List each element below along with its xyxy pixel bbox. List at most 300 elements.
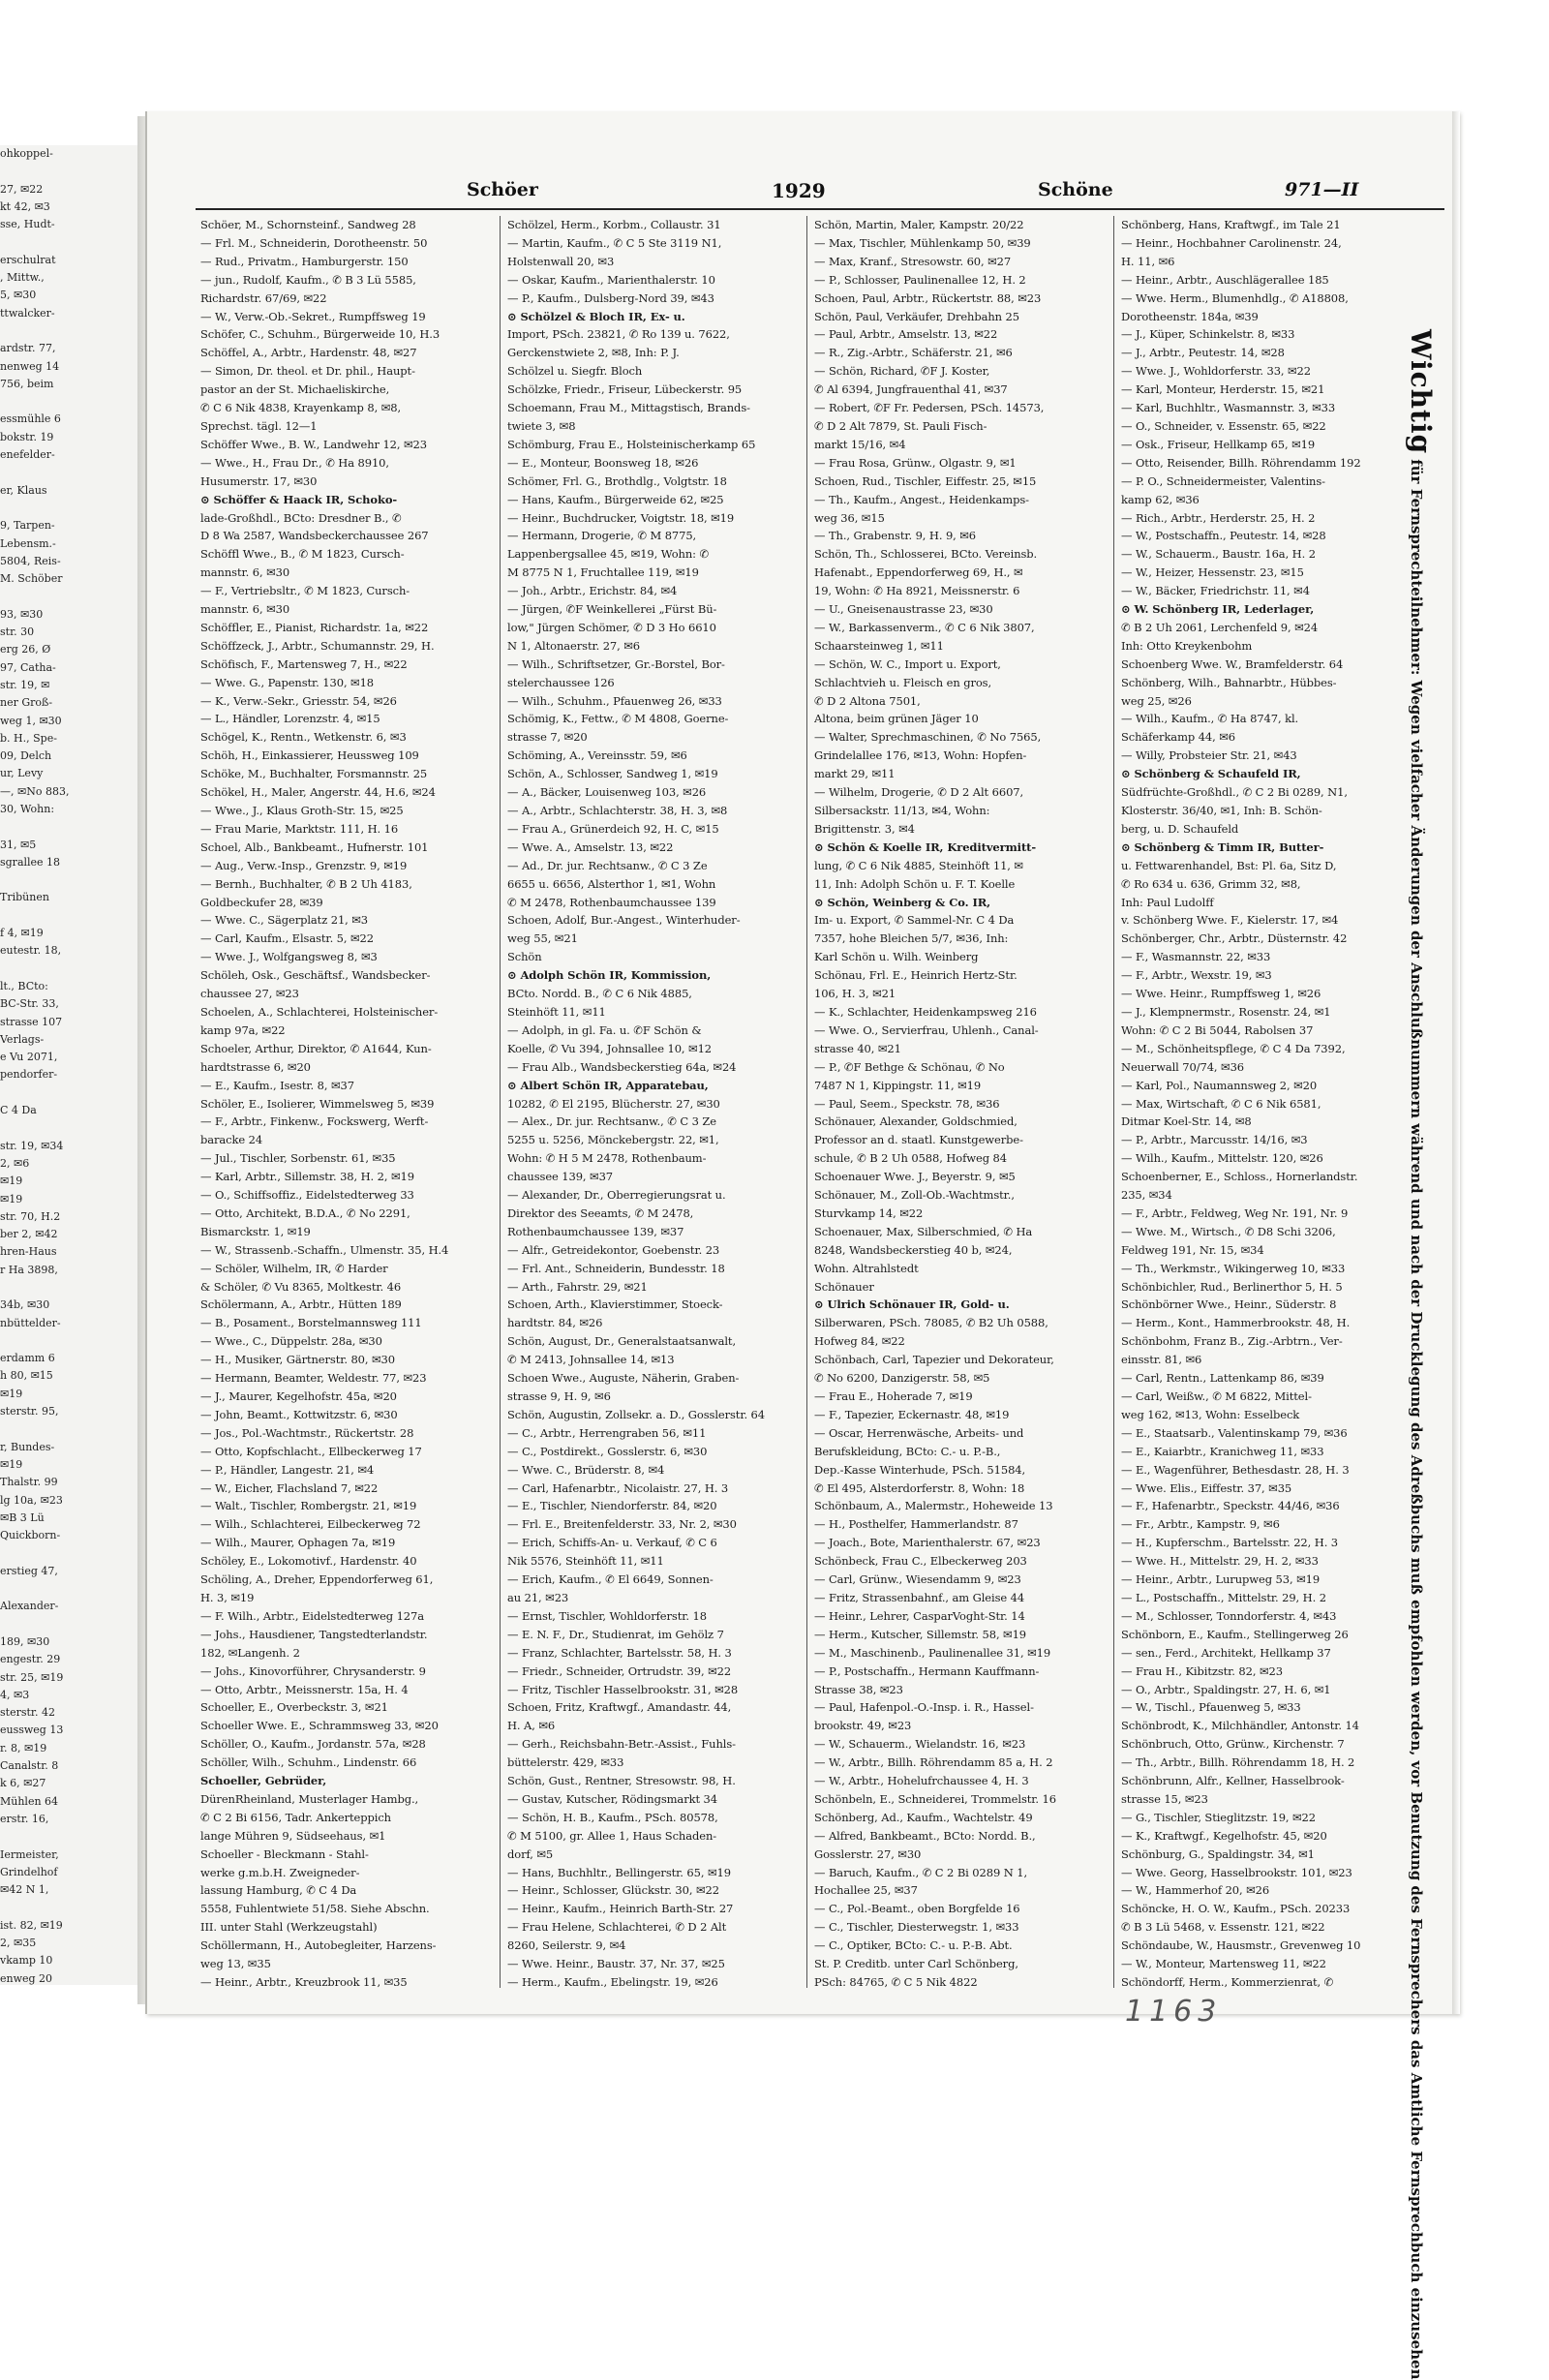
directory-entry: — P. O., Schneidermeister, Valentins- (1121, 473, 1325, 488)
directory-entry: — W., Schauerm., Baustr. 16a, H. 2 (1121, 547, 1316, 562)
directory-entry: 10282, ✆ El 2195, Blücherstr. 27, ✉30 (507, 1096, 720, 1111)
directory-entry: — Hermann, Drogerie, ✆ M 8775, (507, 529, 697, 543)
directory-entry: Feldweg 191, Nr. 15, ✉34 (1121, 1242, 1264, 1257)
directory-entry: — Th., Grabenstr. 9, H. 9, ✉6 (814, 529, 977, 543)
directory-entry: — Carl, Hafenarbtr., Nicolaistr. 27, H. 3 (507, 1480, 729, 1495)
directory-entry: Schöh, H., Einkassierer, Heussweg 109 (200, 748, 419, 763)
directory-entry: Schönbrunn, Alfr., Kellner, Hasselbrook- (1121, 1774, 1345, 1788)
directory-entry: Schönauer, Alexander, Goldschmied, (814, 1114, 1017, 1129)
directory-entry: — Herm., Kont., Hammerbrookstr. 48, H. (1121, 1316, 1351, 1330)
directory-entry: Schöke, M., Buchhalter, Forsmannstr. 25 (200, 767, 428, 781)
directory-entry: N 1, Altonaerstr. 27, ✉6 (507, 638, 641, 653)
directory-entry: Schöer, M., Schornsteinf., Sandweg 28 (200, 218, 416, 231)
adjacent-page-text (0, 163, 137, 180)
adjacent-page-text: ist. 82, ✉19 (0, 1918, 63, 1932)
directory-entry: Koelle, ✆ Vu 394, Johnsallee 10, ✉12 (507, 1041, 713, 1055)
directory-entry: Schömer, Frl. G., Brothdlg., Volgtstr. 18 (507, 473, 727, 488)
directory-entry: — Fritz, Tischler Hasselbrookstr. 31, ✉28 (507, 1682, 739, 1696)
directory-entry: — P., Händler, Langestr. 21, ✉4 (200, 1462, 375, 1477)
directory-entry: — Otto, Architekt, B.D.A., ✆ No 2291, (200, 1205, 410, 1220)
directory-entry: ✆ C 6 Nik 4838, Krayenkamp 8, ✉8, (200, 401, 401, 415)
directory-entry: Neuerwall 70/74, ✉36 (1121, 1059, 1245, 1074)
directory-entry: — W., Schauerm., Wielandstr. 16, ✉23 (814, 1737, 1026, 1752)
adjacent-page-text: sse, Hudt- (0, 218, 55, 231)
directory-entry: Klosterstr. 36/40, ✉1, Inh: B. Schön- (1121, 804, 1322, 817)
directory-entry: Schönberg, Wilh., Bahnarbtr., Hübbes- (1121, 675, 1337, 689)
directory-entry: baracke 24 (200, 1133, 263, 1147)
directory-entry: stelerchaussee 126 (507, 675, 615, 689)
directory-entry: — Wwe. J., Wohldorferstr. 33, ✉22 (1121, 364, 1311, 379)
directory-entry: — Wwe. O., Servierfrau, Uhlenh., Canal- (814, 1022, 1039, 1037)
adjacent-page-text: erstieg 47, (0, 1564, 58, 1577)
adjacent-page-text: ur, Levy (0, 767, 44, 780)
directory-entry: — C., Tischler, Diesterwegstr. 1, ✉33 (814, 1920, 1019, 1935)
directory-entry: — J., Klempnermstr., Rosenstr. 24, ✉1 (1121, 1004, 1331, 1019)
adjacent-page-text: ✉19 (0, 1457, 23, 1471)
adjacent-page-text: ✉19 (0, 1175, 23, 1188)
directory-entry: — Frau Alb., Wandsbeckerstieg 64a, ✉24 (507, 1059, 737, 1074)
directory-entry: St. P. Creditb. unter Carl Schönberg, (814, 1957, 1018, 1971)
directory-entry: — P., Kaufm., Dulsberg-Nord 39, ✉43 (507, 290, 714, 305)
directory-entry: — W., Tischl., Pfauenweg 5, ✉33 (1121, 1700, 1301, 1715)
directory-entry: büttelerstr. 429, ✉33 (507, 1755, 624, 1770)
directory-entry: Hofweg 84, ✉22 (814, 1334, 905, 1349)
directory-entry: — Jürgen, ✆F Weinkellerei „Fürst Bü- (507, 602, 717, 617)
directory-entry: — E. N. F., Dr., Studienrat, im Gehölz 7 (507, 1627, 724, 1641)
directory-entry: weg 55, ✉21 (507, 931, 578, 946)
directory-entry: Schoen, Paul, Arbtr., Rückertstr. 88, ✉23 (814, 290, 1042, 305)
directory-entry: — Erich, Kaufm., ✆ El 6649, Sonnen- (507, 1572, 714, 1587)
adjacent-page-text: sgrallee 18 (0, 855, 61, 869)
adjacent-page-text (0, 233, 137, 251)
directory-entry: Hafenabt., Eppendorferweg 69, H., ✉ (814, 565, 1023, 580)
adjacent-page-text: ardstr. 77, (0, 342, 56, 355)
directory-entry: — Wilh., Maurer, Ophagen 7a, ✉19 (200, 1536, 396, 1550)
directory-entry: — W., Hammerhof 20, ✉26 (1121, 1883, 1270, 1898)
directory-entry: 8248, Wandsbeckerstieg 40 b, ✉24, (814, 1242, 1013, 1257)
directory-entry: ✆ M 2413, Johnsallee 14, ✉13 (507, 1353, 675, 1367)
adjacent-page-text: eutestr. 18, (0, 944, 62, 958)
page-edge (1452, 111, 1460, 2014)
directory-entry: Schoeller Wwe. E., Schrammsweg 33, ✉20 (200, 1719, 439, 1733)
directory-entry: — Adolph, in gl. Fa. u. ✆F Schön & (507, 1022, 702, 1037)
directory-entry: — Frl. M., Schneiderin, Dorotheenstr. 50 (200, 235, 428, 250)
directory-entry: Schäferkamp 44, ✉6 (1121, 730, 1235, 745)
directory-entry: Im- u. Export, ✆ Sammel-Nr. C 4 Da (814, 913, 1015, 928)
directory-entry: Ditmar Koel-Str. 14, ✉8 (1121, 1114, 1252, 1129)
directory-entry: — Friedr., Schneider, Ortrudstr. 39, ✉22 (507, 1663, 732, 1678)
directory-entry: ⊙ Ulrich Schönauer IR, Gold- u. (814, 1297, 1010, 1312)
directory-entry: — Wwe. J., Wolfgangsweg 8, ✉3 (200, 950, 378, 964)
directory-entry: M 8775 N 1, Fruchtallee 119, ✉19 (507, 565, 699, 580)
directory-entry: — Carl, Grünw., Wiesendamm 9, ✉23 (814, 1572, 1021, 1587)
directory-entry: ⊙ Schönberg & Schaufeld IR, (1121, 767, 1301, 781)
directory-entry: strasse 15, ✉23 (1121, 1791, 1208, 1806)
directory-entry: — Schöler, Wilhelm, IR, ✆ Harder (200, 1261, 388, 1275)
directory-entry: Sprechst. tägl. 12—1 (200, 418, 318, 433)
adjacent-page-text: str. 19, ✉34 (0, 1139, 64, 1152)
directory-entry: Schoen, Adolf, Bur.-Angest., Winterhuder- (507, 913, 741, 928)
directory-entry: Gerckenstwiete 2, ✉8, Inh: P. J. (507, 346, 680, 360)
directory-entry: Schönbaum, A., Malermstr., Hoheweide 13 (814, 1499, 1053, 1513)
directory-entry: — H., Posthelfer, Hammerlandstr. 87 (814, 1517, 1018, 1532)
adjacent-page-text: r Ha 3898, (0, 1263, 58, 1276)
directory-entry: Schöndaube, W., Hausmstr., Grevenweg 10 (1121, 1938, 1361, 1953)
directory-entry: — Frau H., Kibitzstr. 82, ✉23 (1121, 1663, 1283, 1678)
directory-entry: — L., Händler, Lorenzstr. 4, ✉15 (200, 712, 380, 726)
directory-entry: — Baruch, Kaufm., ✆ C 2 Bi 0289 N 1, (814, 1865, 1028, 1879)
directory-entry: — F., Arbtr., Feldweg, Weg Nr. 191, Nr. 9 (1121, 1205, 1349, 1220)
adjacent-page-text: 93, ✉30 (0, 607, 44, 621)
directory-entry: — P., Postschaffn., Hermann Kauffmann- (814, 1663, 1040, 1678)
directory-entry: pastor an der St. Michaeliskirche, (200, 382, 390, 397)
side-notice-text: für Fernsprechteilnehmer: Wegen vielfacher Änderungen der Anschlußnummern während und nach der Drucklegung des Adreßbuchs muß empfohlen werden, vor Benutzung des Fernsprechers das Amtliche Fernsprechbuch einzusehen (1408, 459, 1425, 2380)
directory-entry: Schoelen, A., Schlachterei, Holsteinischer- (200, 1004, 439, 1019)
adjacent-page-text: Grindelhof (0, 1865, 58, 1878)
adjacent-page-text (0, 907, 137, 925)
directory-entry: — P., ✆F Bethge & Schönau, ✆ No (814, 1059, 1005, 1074)
directory-entry: — Aug., Verw.-Insp., Grenzstr. 9, ✉19 (200, 858, 408, 872)
directory-entry: Dep.-Kasse Winterhude, PSch. 51584, (814, 1462, 1026, 1477)
directory-entry: hardtstrasse 6, ✉20 (200, 1059, 311, 1074)
directory-entry: D 8 Wa 2587, Wandsbeckerchaussee 267 (200, 529, 429, 543)
adjacent-page-text: Iermeister, (0, 1847, 59, 1861)
adjacent-page-text: ttwalcker- (0, 306, 55, 320)
directory-entry: 7357, hohe Bleichen 5/7, ✉36, Inh: (814, 931, 1009, 946)
directory-entry: Schoeler, Arthur, Direktor, ✆ A1644, Kun- (200, 1041, 432, 1055)
directory-entry: — Frau Rosa, Grünw., Olgastr. 9, ✉1 (814, 455, 1017, 470)
directory-entry: 19, Wohn: ✆ Ha 8921, Meissnerstr. 6 (814, 584, 1020, 598)
directory-entry: Steinhöft 11, ✉11 (507, 1004, 606, 1019)
directory-entry: Schönbörner Wwe., Heinr., Süderstr. 8 (1121, 1297, 1337, 1312)
adjacent-page-text: sterstr. 42 (0, 1706, 55, 1720)
directory-entry: — Heinr., Schlosser, Glückstr. 30, ✉22 (507, 1883, 719, 1898)
adjacent-page-text: eussweg 13 (0, 1724, 64, 1737)
adjacent-page-text: 31, ✉5 (0, 838, 37, 851)
adjacent-page-text: f 4, ✉19 (0, 927, 44, 940)
directory-entry: — W., Postschaffn., Peutestr. 14, ✉28 (1121, 529, 1326, 543)
directory-entry: Schönbeln, E., Schneiderei, Trommelstr. 16 (814, 1791, 1056, 1806)
directory-entry: Südfrüchte-Großhdl., ✆ C 2 Bi 0289, N1, (1121, 785, 1348, 800)
directory-entry: Schönbrodt, K., Milchhändler, Antonstr. 14 (1121, 1719, 1359, 1733)
directory-entry: — W., Arbtr., Hohelufrchaussee 4, H. 3 (814, 1774, 1029, 1788)
adjacent-page-text: bokstr. 19 (0, 430, 54, 443)
directory-entry: Schönberger, Chr., Arbtr., Düsternstr. 42 (1121, 931, 1348, 946)
column-divider (806, 216, 807, 1988)
directory-entry: — Karl, Monteur, Herderstr. 15, ✉21 (1121, 382, 1325, 397)
column-1 (200, 216, 491, 1988)
directory-entry: — E., Staatsarb., Valentinskamp 79, ✉36 (1121, 1425, 1348, 1440)
directory-entry: H. 11, ✉6 (1121, 254, 1175, 268)
directory-entry: — Gerh., Reichsbahn-Betr.-Assist., Fuhls- (507, 1737, 736, 1752)
adjacent-page-text: b. H., Spe- (0, 731, 57, 745)
column-3 (814, 216, 1105, 1988)
directory-entry: — Alfred, Bankbeamt., BCto: Nordd. B., (814, 1828, 1036, 1843)
adjacent-page-text: C 4 Da (0, 1104, 37, 1117)
directory-entry: Strasse 38, ✉23 (814, 1682, 903, 1696)
directory-entry: BCto. Nordd. B., ✆ C 6 Nik 4885, (507, 987, 692, 1001)
directory-entry: — Ad., Dr. jur. Rechtsanw., ✆ C 3 Ze (507, 858, 708, 872)
directory-entry: lade-Großhdl., BCto: Dresdner B., ✆ (200, 510, 402, 525)
directory-entry: markt 15/16, ✉4 (814, 437, 906, 451)
directory-entry: Direktor des Seeamts, ✆ M 2478, (507, 1205, 694, 1220)
directory-entry: — A., Arbtr., Schlachterstr. 38, H. 3, ✉8 (507, 804, 728, 817)
directory-entry: — O., Arbtr., Spaldingstr. 27, H. 6, ✉1 (1121, 1682, 1331, 1696)
directory-entry: — Th., Werkmstr., Wikingerweg 10, ✉33 (1121, 1261, 1346, 1275)
directory-entry: strasse 7, ✉20 (507, 730, 588, 745)
directory-entry: Schögel, K., Rentn., Wetkenstr. 6, ✉3 (200, 730, 407, 745)
directory-entry: — sen., Ferd., Architekt, Hellkamp 37 (1121, 1645, 1331, 1660)
adjacent-page-text: —, ✉No 883, (0, 784, 70, 798)
directory-entry: Schöling, A., Dreher, Eppendorferweg 61, (200, 1572, 434, 1587)
directory-entry: Schoen, Rud., Tischler, Eiffestr. 25, ✉15 (814, 473, 1037, 488)
directory-entry: au 21, ✉23 (507, 1590, 569, 1604)
directory-entry: — Karl, Arbtr., Sillemstr. 38, H. 2, ✉19 (200, 1170, 414, 1184)
directory-entry: Silbersackstr. 11/13, ✉4, Wohn: (814, 804, 990, 817)
directory-entry: — F., Tapezier, Eckernastr. 48, ✉19 (814, 1407, 1010, 1421)
directory-entry: Schoeller - Bleckmann - Stahl- (200, 1846, 369, 1861)
adjacent-page-text (0, 961, 137, 978)
adjacent-page-text: 5, ✉30 (0, 289, 37, 302)
directory-entry: ⊙ Schön & Koelle IR, Kreditvermitt- (814, 839, 1037, 854)
directory-entry: — Wwe. M., Wirtsch., ✆ D8 Schi 3206, (1121, 1224, 1336, 1238)
directory-entry: — Herm., Kutscher, Sillemstr. 58, ✉19 (814, 1627, 1027, 1641)
adjacent-page-text: ber 2, ✉42 (0, 1228, 58, 1241)
adjacent-page-text: str. 19, ✉ (0, 678, 50, 691)
adjacent-page-text: Quickborn- (0, 1529, 61, 1542)
directory-entry: — W., Bäcker, Friedrichstr. 11, ✉4 (1121, 584, 1310, 598)
directory-entry: — W., Strassenb.-Schaffn., Ulmenstr. 35, H.4 (200, 1242, 449, 1257)
directory-entry: mannstr. 6, ✉30 (200, 565, 290, 580)
directory-entry: v. Schönberg Wwe. F., Kielerstr. 17, ✉4 (1121, 913, 1339, 928)
directory-entry: — Karl, Buchhltr., Wasmannstr. 3, ✉33 (1121, 401, 1336, 415)
directory-entry: Professor an d. staatl. Kunstgewerbe- (814, 1133, 1023, 1147)
adjacent-page-text: 97, Catha- (0, 660, 56, 674)
directory-entry: — Paul, Hafenpol.-O.-Insp. i. R., Hassel- (814, 1700, 1034, 1715)
adjacent-page-text: ✉19 (0, 1387, 23, 1400)
directory-entry: Schöffler, E., Pianist, Richardstr. 1a, ✉22 (200, 620, 429, 634)
directory-entry: 182, ✉Langenh. 2 (200, 1645, 300, 1660)
directory-entry: Schömig, K., Fettw., ✆ M 4808, Goerne- (507, 712, 729, 726)
directory-entry: twiete 3, ✉8 (507, 418, 576, 433)
directory-entry: — W., Barkassenverm., ✆ C 6 Nik 3807, (814, 620, 1035, 634)
directory-entry: Schömburg, Frau E., Holsteinischerkamp 65 (507, 437, 756, 451)
directory-entry: Schöller, Wilh., Schuhm., Lindenstr. 66 (200, 1755, 417, 1770)
directory-entry: — Wilh., Schriftsetzer, Gr.-Borstel, Bor- (507, 656, 725, 671)
directory-entry: — Max, Wirtschaft, ✆ C 6 Nik 6581, (1121, 1096, 1321, 1111)
directory-entry: — Bernh., Buchhalter, ✆ B 2 Uh 4183, (200, 876, 412, 891)
directory-entry: markt 29, ✉11 (814, 767, 896, 781)
directory-entry: — Arth., Fahrstr. 29, ✉21 (507, 1279, 648, 1294)
column-2 (507, 216, 798, 1988)
adjacent-page-text: pendorfer- (0, 1068, 58, 1082)
directory-entry: — Martin, Kaufm., ✆ C 5 Ste 3119 N1, (507, 235, 722, 250)
directory-entry: ⊙ Schöffer & Haack IR, Schoko- (200, 492, 398, 506)
directory-entry: Sturvkamp 14, ✉22 (814, 1205, 924, 1220)
directory-entry: ✆ D 2 Alt 7879, St. Pauli Fisch- (814, 418, 987, 433)
directory-entry: — Osk., Friseur, Hellkamp 65, ✉19 (1121, 437, 1316, 451)
directory-entry: — Th., Kaufm., Angest., Heidenkamps- (814, 492, 1029, 506)
adjacent-page-text: r, Bundes- (0, 1440, 55, 1453)
adjacent-page-text: Canalstr. 8 (0, 1759, 59, 1773)
adjacent-page-text: hren-Haus (0, 1245, 57, 1259)
directory-entry: — Joh., Arbtr., Erichstr. 84, ✉4 (507, 584, 678, 598)
directory-entry: Schön, Paul, Verkäufer, Drehbahn 25 (814, 309, 1019, 323)
directory-entry: Schölzke, Friedr., Friseur, Lübeckerstr. 95 (507, 382, 743, 397)
directory-entry: low," Jürgen Schömer, ✆ D 3 Ho 6610 (507, 620, 716, 634)
directory-entry: ⊙ Schölzel & Bloch IR, Ex- u. (507, 309, 685, 323)
directory-entry: — Wwe., C., Düppelstr. 28a, ✉30 (200, 1334, 382, 1349)
directory-entry: — Heinr., Hochbahner Carolinenstr. 24, (1121, 235, 1342, 250)
directory-entry: kamp 62, ✉36 (1121, 492, 1200, 506)
directory-entry: — Simon, Dr. theol. et Dr. phil., Haupt- (200, 364, 415, 379)
directory-entry: Schoen, Fritz, Kraftwgf., Amandastr. 44, (507, 1700, 732, 1715)
directory-entry: Schön, A., Schlosser, Sandweg 1, ✉19 (507, 767, 718, 781)
directory-entry: Wohn: ✆ C 2 Bi 5044, Rabolsen 37 (1121, 1022, 1314, 1037)
directory-entry: — P., Schlosser, Paulinenallee 12, H. 2 (814, 272, 1026, 287)
directory-entry: & Schöler, ✆ Vu 8365, Moltkestr. 46 (200, 1279, 402, 1294)
directory-entry: — Wwe., J., Klaus Groth-Str. 15, ✉25 (200, 804, 404, 817)
directory-entry: 106, H. 3, ✉21 (814, 987, 896, 1001)
directory-entry: dorf, ✉5 (507, 1846, 554, 1861)
directory-entry: Schoen, Arth., Klavierstimmer, Stoeck- (507, 1297, 723, 1312)
adjacent-page-text: 756, beim (0, 377, 54, 390)
directory-entry: Schlachtvieh u. Fleisch en gros, (814, 675, 992, 689)
directory-entry: — M., Maschinenb., Paulinenallee 31, ✉19 (814, 1645, 1051, 1660)
directory-entry: Schönbohm, Franz B., Zig.-Arbtrn., Ver- (1121, 1334, 1343, 1349)
directory-entry: Schöffl Wwe., B., ✆ M 1823, Cursch- (200, 547, 405, 562)
directory-entry: — F., Wasmannstr. 22, ✉33 (1121, 950, 1271, 964)
directory-entry: Schöndorff, Herm., Kommerzienrat, ✆ (1121, 1975, 1334, 1988)
directory-entry: Schöffer Wwe., B. W., Landwehr 12, ✉23 (200, 437, 427, 451)
directory-entry: Holstenwall 20, ✉3 (507, 254, 615, 268)
directory-entry: ✆ Al 6394, Jungfrauenthal 41, ✉37 (814, 382, 1008, 397)
directory-entry: — Frau E., Hoherade 7, ✉19 (814, 1389, 973, 1403)
directory-entry: Schölzel, Herm., Korbm., Collaustr. 31 (507, 218, 721, 231)
directory-entry: Schökel, H., Maler, Angerstr. 44, H.6, ✉24 (200, 785, 436, 800)
directory-entry: — Schön, H. B., Kaufm., PSch. 80578, (507, 1810, 718, 1824)
adjacent-page-text: 30, Wohn: (0, 802, 55, 815)
header-rule (196, 208, 1444, 210)
adjacent-page-text: erschulrat (0, 253, 56, 266)
directory-entry: Bismarckstr. 1, ✉19 (200, 1224, 311, 1238)
adjacent-page-text: M. Schöber (0, 572, 63, 586)
adjacent-page-text: erdamm 6 (0, 1352, 55, 1365)
adjacent-page-text: enweg 20 (0, 1971, 53, 1985)
adjacent-page-text: weg 1, ✉30 (0, 714, 62, 727)
adjacent-page-text (0, 1616, 137, 1633)
directory-entry: — O., Schneider, v. Essenstr. 65, ✉22 (1121, 418, 1326, 433)
directory-entry: — Fr., Arbtr., Kampstr. 9, ✉6 (1121, 1517, 1280, 1532)
directory-entry: 235, ✉34 (1121, 1188, 1172, 1203)
directory-entry: schule, ✆ B 2 Uh 0588, Hofweg 84 (814, 1151, 1007, 1166)
adjacent-page-text: sterstr. 95, (0, 1405, 59, 1419)
directory-entry: — Johs., Kinovorführer, Chrysanderstr. 9 (200, 1663, 426, 1678)
adjacent-page-text: ner Groß- (0, 696, 53, 710)
directory-entry: — Frl. E., Breitenfelderstr. 33, Nr. 2, ✉30 (507, 1517, 737, 1532)
directory-entry: — O., Schiffsoffiz., Eidelstedterweg 33 (200, 1188, 414, 1203)
adjacent-page-text: 5804, Reis- (0, 554, 61, 567)
adjacent-page-text: 9, Tarpen- (0, 519, 55, 533)
directory-entry: — Frau Marie, Marktstr. 111, H. 16 (200, 821, 399, 836)
directory-entry: 8260, Seilerstr. 9, ✉4 (507, 1938, 626, 1953)
directory-entry: Schönauer, M., Zoll-Ob.-Wachtmstr., (814, 1188, 1015, 1203)
directory-entry: 5255 u. 5256, Mönckebergstr. 22, ✉1, (507, 1133, 719, 1147)
directory-entry: — Karl, Pol., Naumannsweg 2, ✉20 (1121, 1078, 1318, 1092)
directory-entry: — Th., Arbtr., Billh. Röhrendamm 18, H. 2 (1121, 1755, 1355, 1770)
directory-entry: — Joach., Bote, Marienthalerstr. 67, ✉23 (814, 1536, 1041, 1550)
directory-entry: Schoenauer, Max, Silberschmied, ✆ Ha (814, 1224, 1033, 1238)
directory-entry: Schoeller, E., Overbeckstr. 3, ✉21 (200, 1700, 388, 1715)
directory-entry: ✆ No 6200, Danzigerstr. 58, ✉5 (814, 1371, 990, 1386)
adjacent-page-text: k 6, ✉27 (0, 1777, 46, 1790)
directory-entry: ✆ El 495, Alsterdorferstr. 8, Wohn: 18 (814, 1480, 1025, 1495)
adjacent-page-text: r. 8, ✉19 (0, 1741, 47, 1754)
directory-entry: 7487 N 1, Kippingstr. 11, ✉19 (814, 1078, 982, 1092)
directory-entry: Schönauer (814, 1279, 874, 1294)
directory-entry: Schöfer, C., Schuhm., Bürgerweide 10, H.3 (200, 327, 440, 342)
directory-entry: Schöming, A., Vereinsstr. 59, ✉6 (507, 748, 687, 763)
directory-entry: Schoen Wwe., Auguste, Näherin, Graben- (507, 1371, 740, 1386)
directory-entry: — Paul, Arbtr., Amselstr. 13, ✉22 (814, 327, 998, 342)
adjacent-page-text (0, 393, 137, 411)
side-notice-title: Wichtig (1405, 329, 1437, 455)
directory-entry: Schön (507, 950, 542, 964)
directory-entry: ⊙ Adolph Schön IR, Kommission, (507, 968, 712, 983)
side-notice (1379, 329, 1437, 2380)
directory-page (145, 111, 1459, 2380)
directory-entry: Schöfisch, F., Martensweg 7, H., ✉22 (200, 656, 408, 671)
directory-entry: ✆ B 2 Uh 2061, Lerchenfeld 9, ✉24 (1121, 620, 1319, 634)
directory-entry: — Oskar, Kaufm., Marienthalerstr. 10 (507, 272, 715, 287)
header-page-number: 971—II (1285, 179, 1359, 200)
directory-entry: Schoenberner, E., Schloss., Hornerlandstr. (1121, 1170, 1358, 1184)
directory-entry: Schöley, E., Lokomotivf., Hardenstr. 40 (200, 1554, 417, 1569)
directory-entry: — W., Heizer, Hessenstr. 23, ✉15 (1121, 565, 1304, 580)
adjacent-page-text: 09, Delch (0, 749, 52, 763)
directory-entry: — Fritz, Strassenbahnf., am Gleise 44 (814, 1590, 1025, 1604)
column-divider (500, 216, 501, 1988)
adjacent-page-text: Alexander- (0, 1600, 59, 1613)
directory-entry: — Schön, W. C., Import u. Export, (814, 656, 1001, 671)
directory-entry: — F., Arbtr., Finkenw., Fockswerg, Werft- (200, 1114, 429, 1129)
adjacent-page-text: 4, ✉3 (0, 1688, 30, 1701)
directory-entry: Hochallee 25, ✉37 (814, 1883, 918, 1898)
adjacent-page-text (0, 1544, 137, 1562)
directory-entry: — Hans, Kaufm., Bürgerweide 62, ✉25 (507, 492, 724, 506)
directory-entry: — Wilhelm, Drogerie, ✆ D 2 Alt 6607, (814, 785, 1024, 800)
adjacent-page-text (0, 1332, 137, 1350)
adjacent-page-text: ✉42 N 1, (0, 1883, 49, 1897)
directory-entry: Schön, Th., Schlosserei, BCto. Vereinsb. (814, 547, 1038, 562)
directory-entry: Berufskleidung, BCto: C.- u. P.-B., (814, 1444, 1001, 1458)
directory-entry: H. 3, ✉19 (200, 1590, 255, 1604)
directory-entry: — C., Optiker, BCto: C.- u. P.-B. Abt. (814, 1938, 1013, 1953)
directory-entry: — R., Zig.-Arbtr., Schäferstr. 21, ✉6 (814, 346, 1013, 360)
directory-entry: — J., Maurer, Kegelhofstr. 45a, ✉20 (200, 1389, 397, 1403)
directory-entry: Import, PSch. 23821, ✆ Ro 139 u. 7622, (507, 327, 730, 342)
handwritten-page-mark: 1163 (1125, 1995, 1223, 2029)
directory-entry: — Heinr., Buchdrucker, Voigtstr. 18, ✉19 (507, 510, 735, 525)
directory-entry: — Wilh., Schlachterei, Eilbeckerweg 72 (200, 1517, 421, 1532)
directory-entry: Schönbichler, Rud., Berlinerthor 5, H. 5 (1121, 1279, 1343, 1294)
directory-entry: — J., Arbtr., Peutestr. 14, ✉28 (1121, 346, 1285, 360)
directory-entry: 5558, Fuhlentwiete 51/58. Siehe Abschn. (200, 1902, 430, 1916)
directory-entry: — Wwe., H., Frau Dr., ✆ Ha 8910, (200, 455, 389, 470)
column-divider (1113, 216, 1114, 1988)
directory-entry: Schön, August, Dr., Generalstaatsanwalt, (507, 1334, 737, 1349)
directory-entry: — H., Kupferschm., Bartelsstr. 22, H. 3 (1121, 1536, 1339, 1550)
